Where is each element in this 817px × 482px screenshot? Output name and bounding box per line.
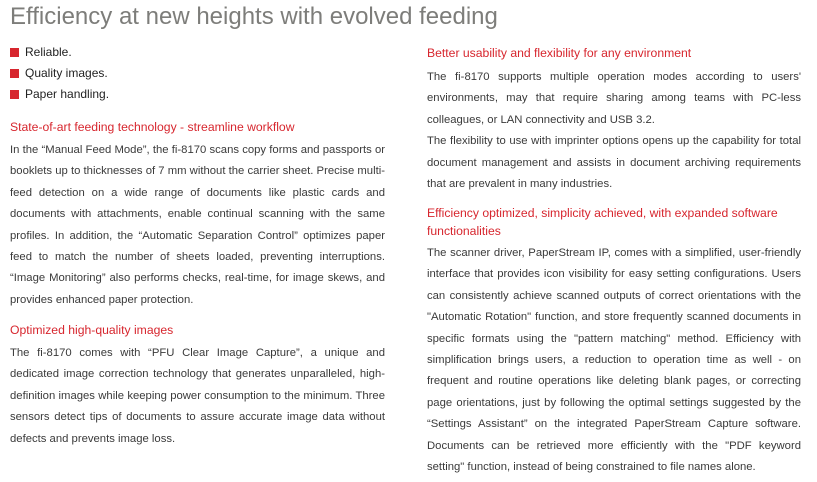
section-heading: State-of-art feeding technology - streamline workflow (10, 120, 295, 134)
section-body: The scanner driver, PaperStream IP, comes with a simplified, user-friendly interface that provides icon visibility for easy setting configurations. Users can consistently achieve scanned outputs of correct orientations with the "Automatic Rotation" function, and store frequently scanned documents in specific formats using the "pattern matching" method. Efficiency with simplification brings users, a reduction to operation time as well - on frequent and routine operations like deleting blank pages, or correcting page orientations, just by following the optimal settings suggested by the “Settings Assistant” on the integrated PaperStream Capture software. Documents can be retrieved more efficiently with the "PDF keyword setting" function, instead of being constrained to file names alone. (427, 247, 801, 474)
section-body: The flexibility to use with imprinter options opens up the capability for total document management and assists in document archiving requirements that are prevalent in many industries. (427, 135, 801, 191)
feature-bullets (10, 42, 109, 105)
bullet-label: Reliable. (25, 45, 72, 59)
section-body: The fi-8170 comes with “PFU Clear Image Capture”, a unique and dedicated image correction technology that generates unparalleled, high-definition images while keeping power consumption to the minimum. Three sensors detect tips of documents to assure accurate image data without defects and prevents image loss. (10, 347, 385, 445)
section-usability (427, 44, 801, 195)
section-image-quality (10, 321, 385, 450)
bullet-item (10, 63, 109, 84)
section-feeding (10, 118, 385, 311)
red-square-icon (10, 69, 19, 78)
section-software (427, 204, 801, 478)
section-body: The fi-8170 supports multiple operation modes according to users' environments, may that require sharing among teams with PC-less colleagues, or LAN connectivity and USB 3.2. (427, 71, 801, 126)
section-heading: Better usability and flexibility for any environment (427, 46, 692, 60)
bullet-label: Paper handling. (25, 87, 110, 101)
section-heading: Optimized high-quality images (10, 323, 174, 337)
bullet-label: Quality images. (25, 66, 108, 80)
page-title: Efficiency at new heights with evolved feeding (10, 3, 498, 30)
red-square-icon (10, 90, 19, 99)
bullet-item (10, 42, 109, 63)
red-square-icon (10, 48, 19, 57)
section-body: In the “Manual Feed Mode”, the fi-8170 scans copy forms and passports or booklets up to thicknesses of 7 mm without the carrier sheet. Precise multi-feed detection on a wide range of documents like plastic cards and documents with attachments, enable continual scanning with the same profiles. In addition, the “Automatic Separation Control” optimizes paper feed to match the number of sheets loaded, preventing interruptions. “Image Monitoring” also performs checks, real-time, for image skews, and provides enhanced paper protection. (10, 144, 385, 306)
section-heading: Efficiency optimized, simplicity achieved, with expanded software functionalities (427, 206, 778, 238)
bullet-item (10, 84, 109, 105)
